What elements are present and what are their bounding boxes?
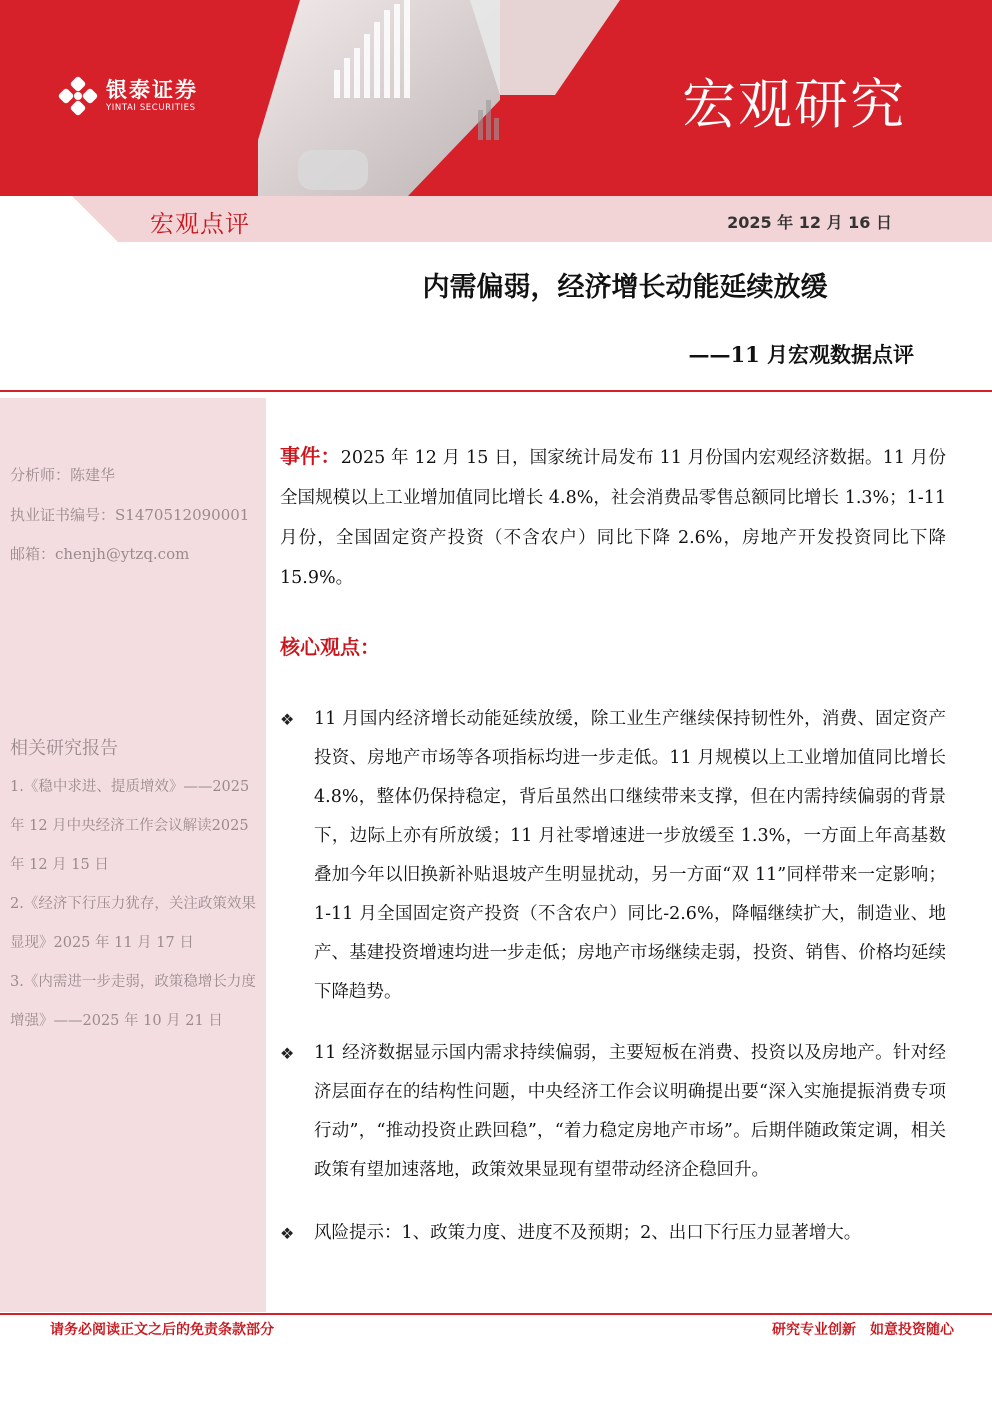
- core-view-item: [280, 700, 946, 1012]
- analyst-email: 邮箱：chenjh@ytzq.com: [10, 545, 190, 563]
- risk-warning-item: [280, 1214, 946, 1253]
- logo-mark-icon: [58, 76, 98, 116]
- logo-english: YINTAI SECURITIES: [106, 103, 196, 113]
- risk-warning-text: 风险提示：1、政策力度、进度不及预期；2、出口下行压力显著增大。: [314, 1223, 862, 1243]
- report-date: 2025 年 12 月 16 日: [727, 213, 892, 232]
- analyst-name: 分析师：陈建华: [10, 466, 116, 484]
- diamond-bullet-icon: ❖: [280, 1224, 295, 1243]
- related-report-item[interactable]: 3.《内需进一步走弱，政策稳增长力度增强》——2025 年 10 月 21 日: [10, 974, 256, 1029]
- event-paragraph: [280, 436, 946, 598]
- event-label: 事件：: [280, 444, 341, 468]
- core-views-title: 核心观点：: [280, 635, 380, 659]
- diamond-bullet-icon: ❖: [280, 1044, 295, 1063]
- header-banner: [0, 0, 992, 196]
- report-type-label: 宏观点评: [150, 210, 250, 238]
- analyst-license: 执业证书编号：S1470512090001: [10, 506, 250, 524]
- core-view-text: 11 月国内经济增长动能延续放缓，除工业生产继续保持韧性外，消费、固定资产投资、房地产市场等各项指标均进一步走低。11 月规模以上工业增加值同比增长 4.8%，整体仍保持稳定，背后虽然出口继续带来支撑，但在内需持续偏弱的背景下，边际上亦有所放缓；11 月社零增速进一步放缓至 1.3%，一方面上年高基数叠加今年以旧换新补贴退坡产生明显扰动，另一方面“双 11”同样带来一定影响；1-11 月全国固定资产投资（不含农户）同比-2.6%，降幅继续扩大，制造业、地产、基建投资增速均进一步走低；房地产市场继续走弱，投资、销售、价格均延续下降趋势。: [314, 709, 946, 1002]
- logo-chinese: 银泰证券: [106, 78, 198, 102]
- disclaimer-notice: 请务必阅读正文之后的免责条款部分: [50, 1322, 274, 1338]
- related-reports-title: 相关研究报告: [10, 738, 118, 759]
- core-view-text: 11 经济数据显示国内需求持续偏弱，主要短板在消费、投资以及房地产。针对经济层面存在的结构性问题，中央经济工作会议明确提出要“深入实施提振消费专项行动”，“推动投资止跌回稳”，“着力稳定房地产市场”。后期伴随政策定调，相关政策有望加速落地，政策效果显现有望带动经济企稳回升。: [314, 1043, 946, 1180]
- company-logo: [58, 76, 198, 116]
- event-text: 2025 年 12 月 15 日，国家统计局发布 11 月份国内宏观经济数据。11 月份全国规模以上工业增加值同比增长 4.8%，社会消费品零售总额同比增长 1.3%；1-11 月份，全国固定资产投资（不含农户）同比下降 2.6%，房地产开发投资同比下降 15.9%。: [280, 448, 947, 588]
- related-report-item[interactable]: 2.《经济下行压力犹存，关注政策效果显现》2025 年 11 月 17 日: [10, 896, 256, 951]
- report-title: 内需偏弱，经济增长动能延续放缓: [422, 272, 828, 303]
- core-view-item: [280, 1034, 946, 1190]
- footer-slogan: 研究专业创新 如意投资随心: [772, 1322, 954, 1338]
- title-divider: [0, 390, 992, 392]
- diamond-bullet-icon: ❖: [280, 710, 295, 729]
- report-subtitle: ——11 月宏观数据点评: [688, 342, 914, 367]
- main-content: [280, 436, 946, 1253]
- related-report-item[interactable]: 1.《稳中求进、提质增效》——2025年 12 月中央经济工作会议解读2025 年 12 月 15 日: [10, 779, 250, 873]
- section-title: 宏观研究: [682, 73, 906, 136]
- footer-divider: [0, 1313, 992, 1315]
